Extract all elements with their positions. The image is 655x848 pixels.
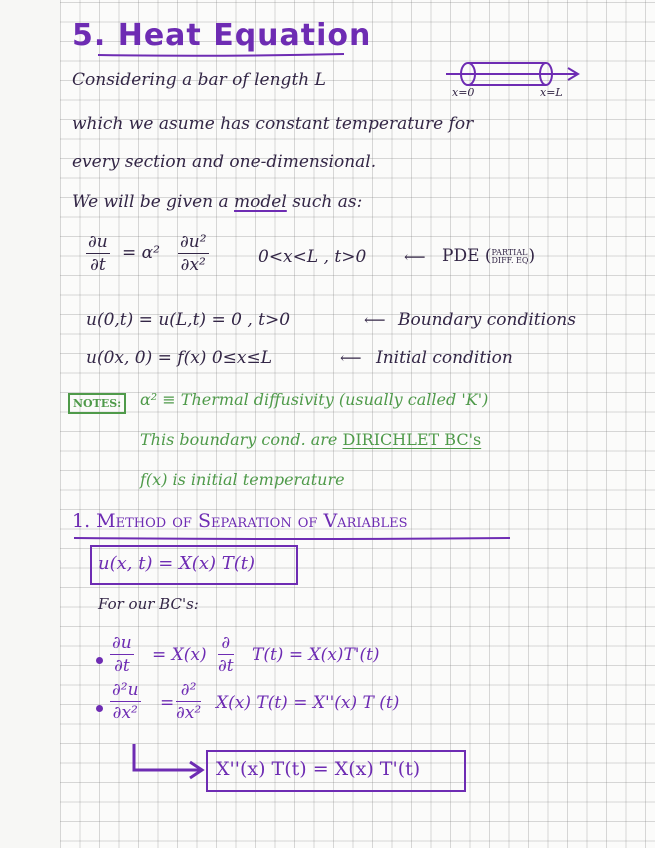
notes-line-3: f(x) is initial temperature: [140, 470, 345, 489]
bar-label-left: x=0: [452, 86, 475, 99]
intro-line-4: [72, 192, 362, 212]
boundary-label: Boundary conditions: [398, 310, 576, 330]
deriv1-fraction: $\frac{\partial u}{\partial t}$: [112, 633, 132, 676]
intro-line-3: every section and one-dimensional.: [72, 152, 377, 172]
bullet-1: [96, 657, 103, 664]
separation-ansatz: u(x, t) = X(x) T(t): [98, 553, 256, 574]
pde-arrow: ⟵: [404, 248, 426, 266]
bullet-2: [96, 705, 103, 712]
section-heading-underline: [72, 536, 512, 541]
intro-line-4-end: such as:: [292, 192, 363, 212]
deriv2-rest: X(x) T(t) = X''(x) T (t): [216, 693, 400, 713]
dirichlet-term: DIRICHLET BC's: [342, 430, 482, 449]
notes-line-1: α² ≡ Thermal diffusivity (usually called 'K'): [140, 390, 489, 409]
bar-diagram: [440, 58, 590, 108]
page-title: 5. Heat Equation: [72, 18, 372, 53]
title-underline: [96, 52, 346, 58]
model-word: model: [234, 192, 287, 212]
pde-rhs-fraction: $\frac{\text{∂u²}}{\text{∂x²}}$: [180, 232, 207, 275]
for-our-bcs: For our BC's:: [98, 595, 199, 613]
deriv1-rest: T(t) = X(x)T'(t): [252, 645, 380, 665]
deriv2-equals: =: [160, 693, 175, 713]
result-equation: X''(x) T(t) = X(x) T'(t): [216, 758, 421, 780]
notes-tag: NOTES:: [68, 393, 126, 414]
intro-line-1: Considering a bar of length L: [72, 70, 326, 90]
initial-label: Initial condition: [376, 348, 513, 368]
section-heading: 1. Method of Separation of Variables: [72, 510, 408, 532]
pde-label: PDE (PARTIAL DIFF. EQ): [442, 246, 536, 266]
pde-lhs-fraction: $\frac{\partial u}{\partial t}$: [88, 232, 108, 275]
bar-label-right: x=L: [540, 86, 563, 99]
intro-line-2: which we asume has constant temperature for: [72, 114, 474, 134]
deriv2-operator: ∂² ∂x²: [176, 680, 202, 723]
deriv1-mid: = X(x): [152, 645, 207, 665]
boundary-expression: u(0,t) = u(L,t) = 0 , t>0: [86, 310, 291, 330]
initial-arrow: ⟵: [340, 349, 362, 367]
result-arrow: [130, 742, 210, 782]
pde-domain: 0<x<L , t>0: [258, 247, 367, 267]
boundary-arrow: ⟵: [364, 311, 386, 329]
deriv2-fraction: $\frac{\text{∂²u}}{\text{∂x²}}$: [112, 680, 139, 723]
notes-line-2: This boundary cond. are DIRICHLET BC's: [140, 430, 482, 449]
page-margin: [0, 0, 60, 848]
intro-line-4-start: We will be given a: [72, 192, 229, 212]
initial-expression: u(0x, 0) = f(x) 0≤x≤L: [86, 348, 273, 368]
pde-coefficient: = α²: [122, 243, 160, 263]
deriv1-operator: ∂ ∂t: [218, 633, 234, 676]
